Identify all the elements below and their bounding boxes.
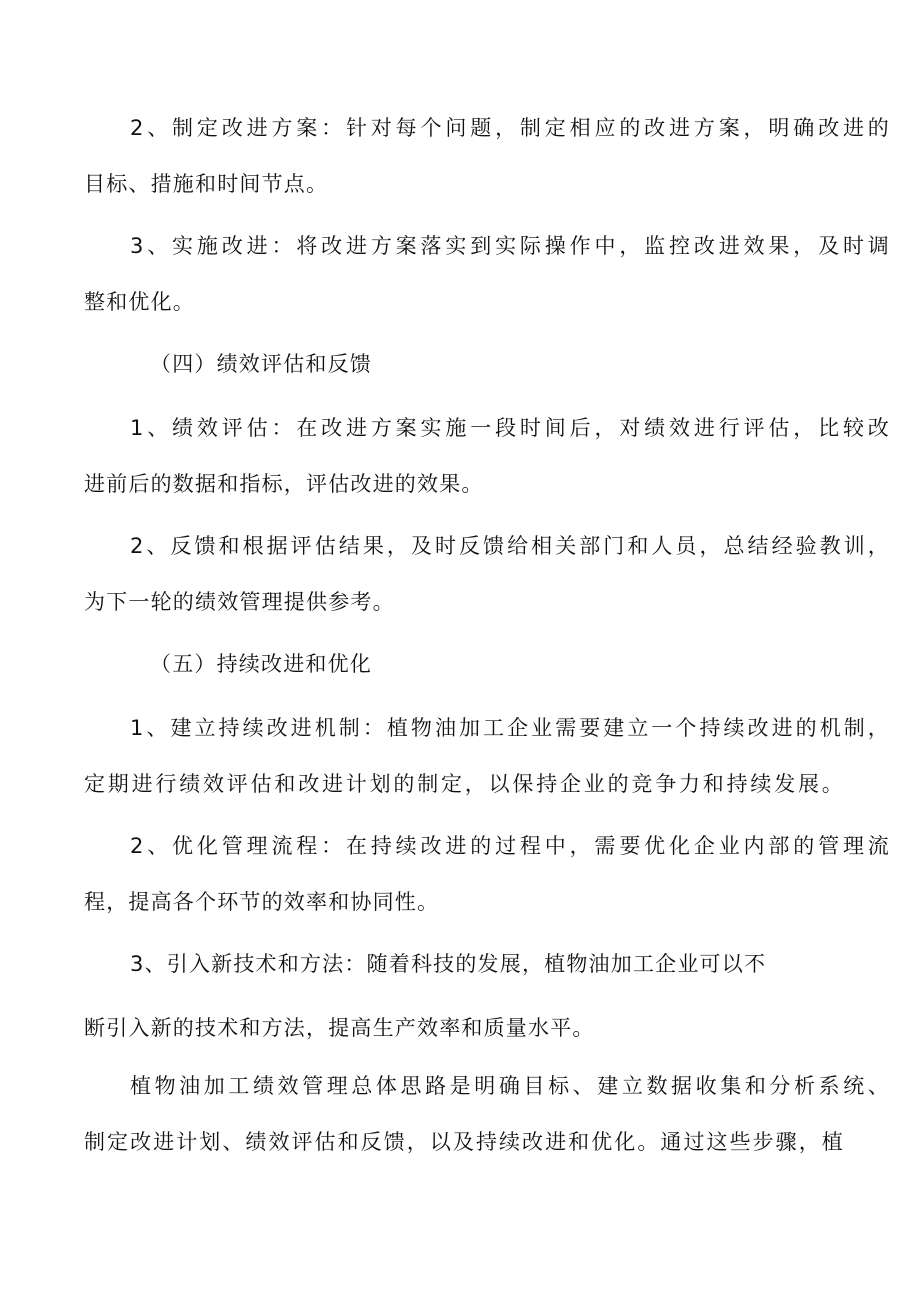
paragraph-line: 定期进行绩效评估和改进计划的制定，以保持企业的竞争力和持续发展。 xyxy=(84,772,844,796)
paragraph-line: 目标、措施和时间节点。 xyxy=(84,172,329,196)
paragraph-line: 2、反馈和根据评估结果，及时反馈给相关部门和人员，总结经验教训， xyxy=(130,534,890,558)
paragraph-line: 2、优化管理流程：在持续改进的过程中，需要优化企业内部的管理流 xyxy=(130,834,890,858)
paragraph-line: 程，提高各个环节的效率和协同性。 xyxy=(84,890,440,914)
paragraph-line: 2、制定改进方案：针对每个问题，制定相应的改进方案，明确改进的 xyxy=(130,116,890,140)
section-heading: （四）绩效评估和反馈 xyxy=(150,352,372,376)
paragraph-line: 制定改进计划、绩效评估和反馈，以及持续改进和优化。通过这些步骤，植 xyxy=(84,1130,844,1154)
paragraph-line: 为下一轮的绩效管理提供参考。 xyxy=(84,590,395,614)
section-heading: （五）持续改进和优化 xyxy=(150,652,372,676)
paragraph-line: 植物油加工绩效管理总体思路是明确目标、建立数据收集和分析系统、 xyxy=(130,1074,890,1098)
paragraph-line: 整和优化。 xyxy=(84,290,195,314)
paragraph-line: 3、实施改进：将改进方案落实到实际操作中，监控改进效果，及时调 xyxy=(130,234,890,258)
paragraph-line: 进前后的数据和指标，评估改进的效果。 xyxy=(84,472,484,496)
paragraph-line: 1、绩效评估：在改进方案实施一段时间后，对绩效进行评估，比较改 xyxy=(130,416,890,440)
paragraph-line: 3、引入新技术和方法：随着科技的发展，植物油加工企业可以不 xyxy=(130,952,767,976)
paragraph-line: 断引入新的技术和方法，提高生产效率和质量水平。 xyxy=(84,1016,595,1040)
paragraph-line: 1、建立持续改进机制：植物油加工企业需要建立一个持续改进的机制， xyxy=(130,716,890,740)
